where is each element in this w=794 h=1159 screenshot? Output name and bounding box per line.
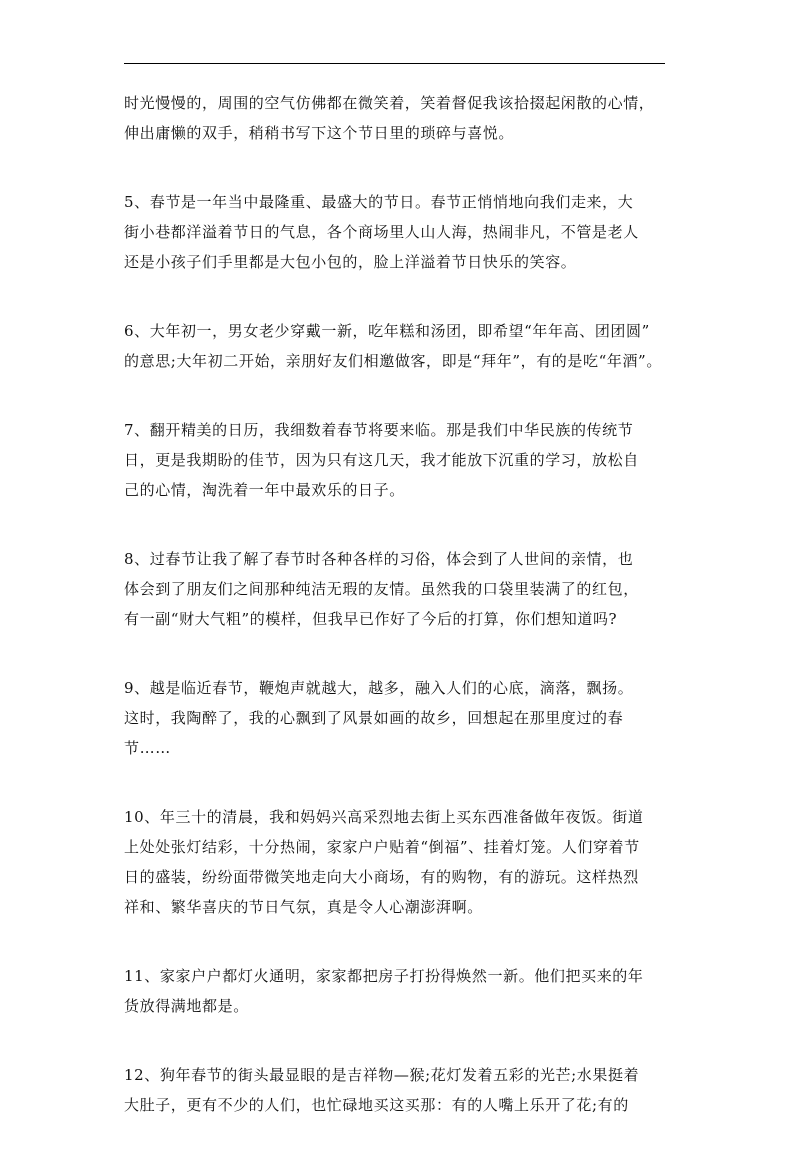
text-line: 货放得满地都是。 [124,997,249,1015]
text-line: 这时，我陶醉了，我的心飘到了风景如画的故乡，回想起在那里度过的春 [124,709,624,727]
paragraph [124,1060,669,1120]
text-line: 10、年三十的清晨，我和妈妈兴高采烈地去街上买东西准备做年夜饭。街道 [124,808,644,826]
text-line: 日的盛装，纷纷面带微笑地走向大小商场，有的购物，有的游玩。这样热烈 [124,868,639,886]
text-line: 伸出庸懒的双手，稍稍书写下这个节日里的琐碎与喜悦。 [124,124,515,142]
text-line: 时光慢慢的，周围的空气仿佛都在微笑着，笑着督促我该拾掇起闲散的心情， [124,94,655,112]
document-body [124,88,669,1159]
text-line: 的意思;大年初二开始，亲朋好友们相邀做客，即是“拜年”，有的是吃“年酒”。 [124,352,662,370]
header-rule [124,63,665,64]
text-line: 7、翻开精美的日历，我细数着春节将要来临。那是我们中华民族的传统节 [124,421,634,439]
text-line: 上处处张灯结彩，十分热闹，家家户户贴着“倒福”、挂着灯笼。人们穿着节 [124,838,640,856]
text-line: 体会到了朋友们之间那种纯洁无瑕的友情。虽然我的口袋里装满了的红包， [124,580,639,598]
text-line: 12、狗年春节的街头最显眼的是吉祥物—猴;花灯发着五彩的光芒;水果挺着 [124,1066,640,1084]
text-line: 5、春节是一年当中最隆重、最盛大的节日。春节正悄悄地向我们走来，大 [124,193,634,211]
text-line: 有一副“财大气粗”的模样，但我早已作好了今后的打算，你们想知道吗? [124,610,618,628]
text-line: 祥和、繁华喜庆的节日气氛，真是令人心潮澎湃啊。 [124,898,483,916]
paragraph [124,187,669,277]
paragraph [124,673,669,763]
text-line: 大肚子，更有不少的人们，也忙碌地买这买那：有的人嘴上乐开了花;有的 [124,1096,629,1114]
text-line: 己的心情，淘洗着一年中最欢乐的日子。 [124,481,405,499]
text-line: 6、大年初一，男女老少穿戴一新，吃年糕和汤团，即希望“年年高、团团圆” [124,322,650,340]
text-line: 日，更是我期盼的佳节，因为只有这几天，我才能放下沉重的学习，放松自 [124,451,639,469]
text-line: 节…… [124,739,171,757]
text-line: 街小巷都洋溢着节日的气息，各个商场里人山人海，热闹非凡，不管是老人 [124,223,639,241]
text-line: 还是小孩子们手里都是大包小包的，脸上洋溢着节日快乐的笑容。 [124,253,577,271]
text-line: 11、家家户户都灯火通明，家家都把房子打扮得焕然一新。他们把买来的年 [124,967,644,985]
text-line: 8、过春节让我了解了春节时各种各样的习俗，体会到了人世间的亲情，也 [124,550,634,568]
paragraph [124,88,669,148]
paragraph [124,802,669,922]
paragraph [124,415,669,505]
paragraph [124,544,669,634]
paragraph [124,316,669,376]
text-line: 9、越是临近春节，鞭炮声就越大，越多，融入人们的心底，滴落，飘扬。 [124,679,634,697]
paragraph [124,961,669,1021]
